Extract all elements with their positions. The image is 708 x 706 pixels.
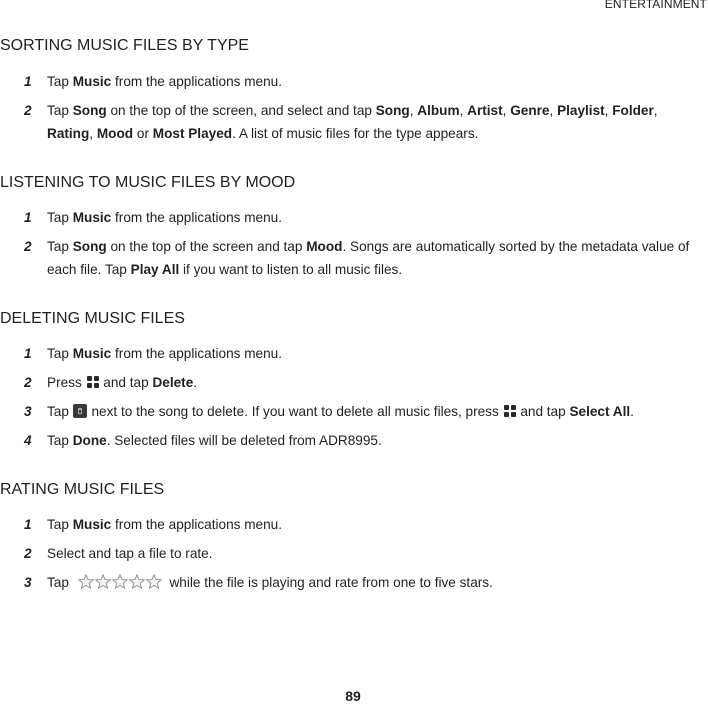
step-number: 1: [24, 74, 32, 89]
step-text: Tap while the file is playing and rate from one to five stars.: [47, 572, 702, 597]
star-outline-icon: [95, 574, 111, 589]
step-text: Tap Music from the applications menu.: [47, 74, 282, 89]
step-text: Tap Music from the applications menu.: [47, 346, 282, 361]
step-number: 4: [24, 433, 32, 448]
section-title-deleting: DELETING MUSIC FILES: [0, 310, 185, 327]
step-number: 1: [24, 346, 32, 361]
section-title-mood: LISTENING TO MUSIC FILES BY MOOD: [0, 174, 296, 191]
step-text: Tap Done. Selected files will be deleted from ADR8995.: [47, 433, 382, 448]
step-number: 3: [24, 404, 32, 419]
star-outline-icon: [146, 574, 162, 589]
running-header: ENTERTAINMENT: [604, 0, 707, 11]
step-text: Press and tap Delete.: [47, 375, 198, 390]
page-number: 89: [345, 688, 361, 704]
star-outline-icon: [129, 574, 145, 589]
star-outline-icon: [78, 574, 94, 589]
section-title-rating: RATING MUSIC FILES: [0, 481, 165, 498]
step-number: 2: [24, 103, 32, 118]
delete-icon: [73, 404, 87, 418]
step-text: Select and tap a file to rate.: [47, 546, 213, 561]
section-title-sorting: SORTING MUSIC FILES BY TYPE: [0, 37, 249, 54]
menu-key-icon: [504, 405, 516, 417]
step-text: Tap next to the song to delete. If you want to delete all music files, press and tap Select All.: [47, 404, 634, 419]
rating-stars: [78, 574, 163, 597]
menu-key-icon: [87, 376, 99, 388]
step-number: 2: [24, 239, 32, 254]
step-number: 1: [24, 517, 32, 532]
step-text: Tap Song on the top of the screen and tap Mood. Songs are automatically sorted by the metadata value of each file. Tap Play All if you want to listen to all music files.: [47, 239, 690, 277]
step-number: 1: [24, 210, 32, 225]
step-number: 2: [24, 546, 32, 561]
step-text: Tap Music from the applications menu.: [47, 517, 282, 532]
step-text: Tap Music from the applications menu.: [47, 210, 282, 225]
step-number: 2: [24, 375, 32, 390]
star-outline-icon: [112, 574, 128, 589]
step-text: Tap Song on the top of the screen, and select and tap Song, Album, Artist, Genre, Playlist, Folder, Rating, Mood or Most Played. A list of music files for the type appears.: [47, 103, 658, 141]
step-number: 3: [24, 575, 32, 590]
